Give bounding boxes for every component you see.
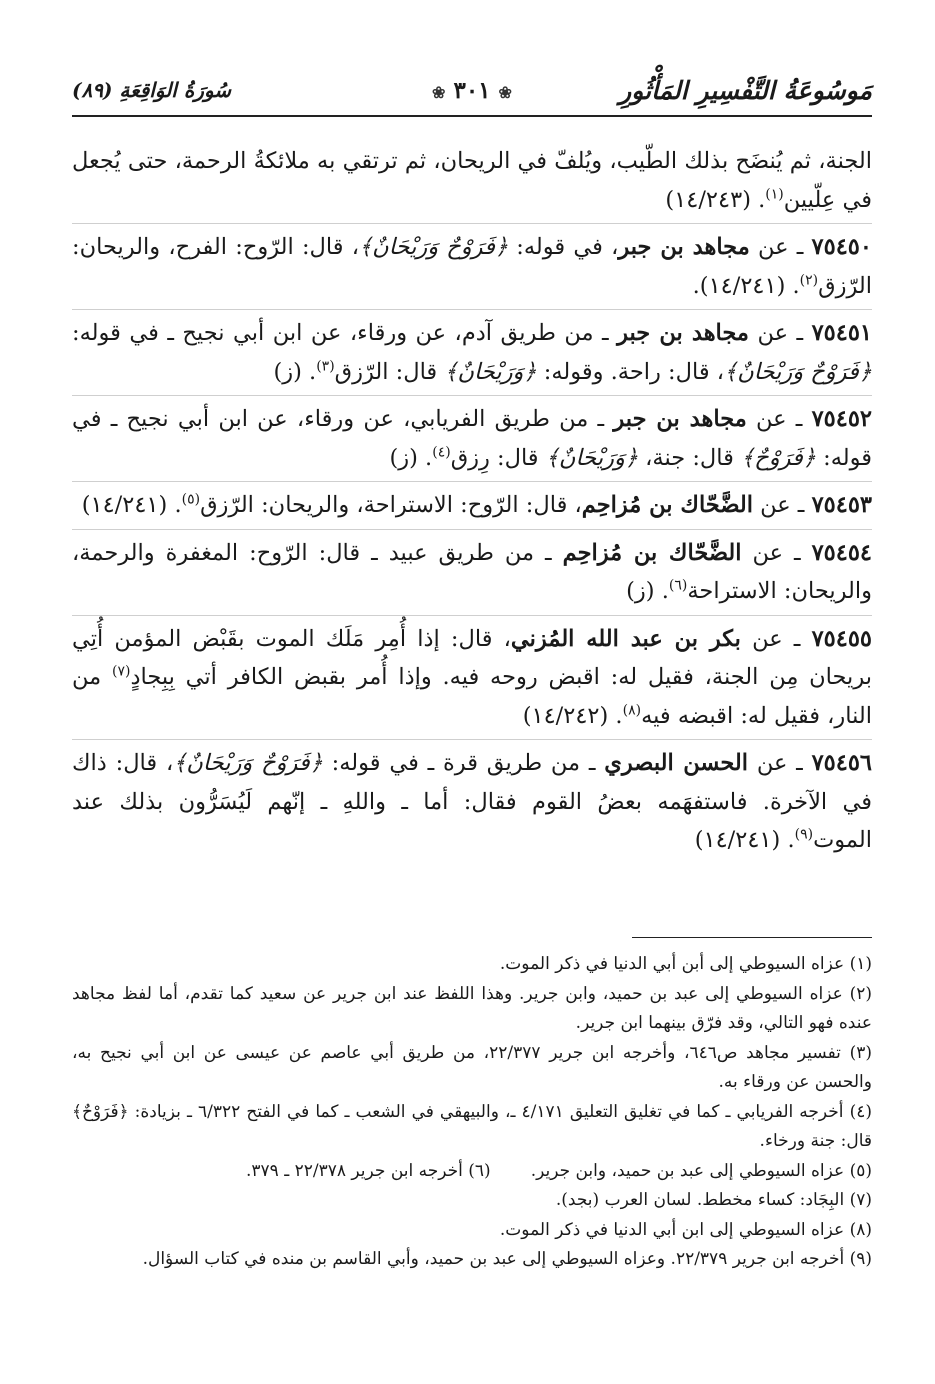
paragraph-text: ، قال: الرّوح: الاستراحة، والريحان: الرّزق [200, 492, 582, 518]
narration-number: ٧٥٤٥١ [811, 320, 873, 346]
paragraph-text: ـ عن [749, 320, 812, 346]
paragraph-text: ـ عن [740, 625, 812, 652]
paragraph-text: قال: جنة، [638, 444, 742, 471]
paragraph-text: ـ من طريق الفريابي، عن ورقاء، عن ابن أبي نجيح ـ في قوله: [72, 406, 872, 471]
quran-quote: ﴿فَرَوْحٌ وَرَيْحَانٌ﴾ [724, 358, 872, 385]
narration-paragraph [72, 395, 872, 477]
footnote-marker[interactable]: (٩) [794, 826, 814, 843]
footnote: (١) عزاه السيوطي إلى أبن أبي الدنيا في ذكر الموت. [499, 954, 872, 974]
narrator-name: مجاهد بن جبر [613, 406, 747, 432]
book-title: مَوسُوعَةُ التَّفْسِيرِ المَأْثُورِ [619, 75, 872, 105]
narration-number: ٧٥٤٥٤ [811, 539, 873, 566]
narrator-name: مجاهد بن جبر [618, 234, 750, 260]
footnote: (٣) تفسير مجاهد ص٦٤٦، وأخرجه ابن جرير ٢٢/٣٧٧، من طريق أبي عاصم عن عيسى عن ابن أبي نجيح به، والحسن عن ورقاء به. [72, 1042, 872, 1092]
quran-quote: ﴿فَرَوْحٌ﴾ [741, 444, 816, 471]
footnote-marker[interactable]: (٥) [181, 491, 201, 508]
volume-reference: . (١٤/٢٤١) [81, 492, 182, 518]
footnote-marker[interactable]: (٦) [668, 577, 688, 594]
paragraph-text: قال: الرّزق [334, 358, 445, 385]
footnote: (٦) أخرجه ابن جرير ٢٢/٣٧٨ ـ ٣٧٩. [246, 1160, 491, 1181]
narration-paragraph [72, 223, 872, 305]
volume-reference: . (١٤/٢٤٣) [665, 186, 766, 213]
quran-quote: ﴿فَرَوْحٌ وَرَيْحَانٌ﴾ [173, 750, 323, 776]
quran-quote: ﴿فَرَوْحٌ وَرَيْحَانٌ﴾ [358, 234, 509, 260]
footnote: (٧) البِجَاد: كساء مخطط. لسان العرب (بجد). [555, 1190, 872, 1210]
footnote: (٤) أخرجه الفريابي ـ كما في تغليق التعليق ٤/١٧١ ـ، والبيهقي في الشعب ـ كما في الفتح ٦/٣٢٢ ـ بزيادة: ﴿فَرَوْحٌ﴾ قال: جنة ورخاء. [72, 1101, 872, 1151]
narration-number: ٧٥٤٥٥ [811, 625, 872, 652]
paragraph-text: ـ عن [741, 539, 812, 566]
footnote-marker[interactable]: (٤) [432, 444, 451, 460]
paragraph-text: ـ من طريق قرة ـ في قوله: [322, 750, 605, 776]
paragraph-text: الجنة، ثم يُنضَح بذلك الطّيب، ويُلفّ في الريحان، ثم ترتقي به ملائكةُ الرحمة، حتى يُجعل في عِلّيين [72, 148, 872, 213]
narrator-name: الضَّحّاك بن مُزاحِم [581, 492, 753, 518]
footnote: (٢) عزاه السيوطي إلى عبد بن حميد، وابن جرير. وهذا اللفظ عند ابن جرير عن سعيد كما تقدم، أما لفظ مجاهد عنده فهو التالي، وقد فرّق بينهما ابن جرير. [72, 983, 872, 1033]
narration-paragraph [72, 615, 872, 736]
paragraph-text: قال: رِزق [450, 444, 546, 471]
narration-paragraph [72, 529, 872, 611]
page-number: ٣٠١ [453, 76, 491, 104]
narration-number: ٧٥٤٥٠ [811, 234, 872, 260]
main-text [72, 142, 872, 860]
quran-quote: ﴿وَرَيْحَانٌ﴾ [444, 358, 537, 385]
paragraph-text: ـ من طريق عبيد ـ قال: الرّوح: المغفرة والرحمة، والريحان: الاستراحة [72, 539, 872, 604]
paragraph-text: ، قال: إذا أُمِر مَلَك الموت بقَبْض المؤمن أُتِي بريحان مِن الجنة، فقيل له: اقبض روحه فيه. وإذا أُمر بقبض الكافر أتي بِبِجادٍ [72, 625, 872, 690]
paragraph-text: ـ عن [746, 406, 812, 432]
footnote-marker[interactable]: (٣) [316, 358, 335, 374]
footnote: (٥) عزاه السيوطي إلى عبد بن حميد، وابن جرير. [530, 1160, 872, 1181]
quran-quote: ﴿وَرَيْحَانٌ﴾ [545, 444, 638, 471]
footnote-marker[interactable]: (٢) [799, 272, 819, 288]
narrator-name: بكر بن عبد الله المُزني [510, 625, 741, 652]
paragraph-text: ـ عن [749, 234, 812, 260]
paragraph-text: ـ من طريق آدم، عن ورقاء، عن ابن أبي نجيح ـ في قوله: [72, 320, 618, 346]
narration-paragraph [72, 309, 872, 391]
narration-number: ٧٥٤٥٢ [811, 406, 872, 432]
page-number-group [432, 77, 512, 104]
volume-reference: . (ز) [626, 578, 669, 604]
narration-paragraph [72, 739, 872, 860]
paragraph-text: ـ عن [748, 750, 812, 776]
paragraph-text: ، قال: ذاك في الآخرة. فاستفهَمه بعضُ القوم فقال: أما ـ واللهِ ـ إنّهم لَيُسَرُّون بذلك عند الموت [72, 750, 872, 853]
paragraph-text: ، قال: الرّوح: الفرح، والريحان: الرّزق [72, 234, 872, 299]
volume-reference: . (١٤/٢٤٢) [522, 702, 623, 729]
volume-reference: . (ز) [273, 358, 317, 385]
header-divider [72, 115, 872, 117]
narrator-name: الضَّحّاك بن مُزاحِم [562, 539, 742, 566]
volume-reference: . (ز) [389, 444, 433, 471]
surah-title: سُورَةُ الوَاقِعَةِ (٨٩) [72, 78, 232, 102]
narration-number: ٧٥٤٥٣ [811, 492, 872, 518]
volume-reference: . (١٤/٢٤١). [692, 272, 800, 299]
ornament-icon: ❀ [432, 82, 446, 102]
paragraph-continuation [72, 142, 872, 219]
footnote-marker[interactable]: (٧) [111, 663, 131, 680]
footnote-marker[interactable]: (٨) [622, 702, 642, 718]
narration-paragraph [72, 481, 872, 525]
footnote-divider [632, 937, 872, 938]
page-header [72, 66, 872, 114]
footnote: (٨) عزاه السيوطي إلى ابن أبي الدنيا في ذكر الموت. [499, 1219, 872, 1240]
paragraph-text: ، قال: راحة. وقوله: [536, 358, 725, 385]
footnote-row [72, 1157, 872, 1187]
narrator-name: مجاهد بن جبر [617, 320, 749, 346]
narrator-name: الحسن البصري [604, 750, 749, 776]
footnote-marker[interactable]: (١) [765, 186, 784, 202]
narration-number: ٧٥٤٥٦ [811, 750, 873, 776]
volume-reference: . (١٤/٢٤١) [694, 827, 795, 853]
footnote: (٩) أخرجه ابن جرير ٢٢/٣٧٩. وعزاه السيوطي إلى عبد بن حميد، وأبي القاسم بن منده في كتاب السؤال. [142, 1249, 872, 1269]
footnotes-section [72, 950, 872, 1275]
ornament-icon: ❀ [498, 82, 512, 102]
paragraph-text: ـ عن [752, 492, 812, 518]
paragraph-text: ، في قوله: [508, 234, 619, 260]
paragraph-text: من النار، فقيل له: اقبضه فيه [72, 664, 872, 729]
